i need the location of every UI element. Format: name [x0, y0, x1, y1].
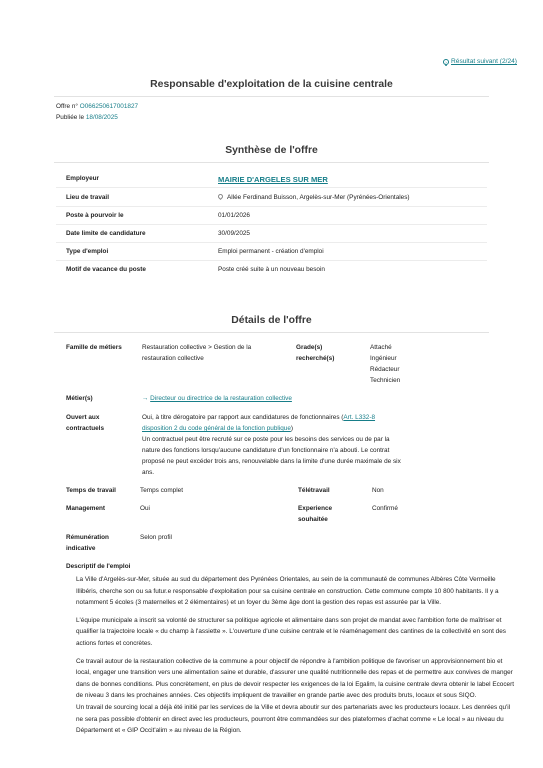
ouvert-line-1: Oui, à titre dérogatoire par rapport aux candidatures de fonctionnaires (Art. L332-8 — [142, 414, 376, 421]
remuneration-label-1: Rémunération — [66, 534, 109, 541]
grade-item: Technicien — [370, 377, 401, 384]
legal-article-link[interactable]: Art. L332-8 — [343, 414, 376, 421]
synthese-title: Synthèse de l'offre — [225, 145, 318, 156]
offer-number-line: Offre n° O066250617001827 — [56, 103, 139, 110]
grade-item: Ingénieur — [370, 355, 397, 362]
divider — [54, 332, 489, 333]
divider — [54, 162, 489, 163]
famille-value-2: restauration collective — [142, 355, 204, 362]
temps-value: Temps complet — [140, 487, 183, 494]
remuneration-value: Selon profil — [140, 534, 172, 541]
arrow-right-icon: → — [142, 395, 149, 402]
page-title: Responsable d'exploitation de la cuisine centrale — [150, 79, 393, 90]
grade-item: Attaché — [370, 344, 392, 351]
description-paragraph: Ce travail autour de la restauration collective de la commune a pour objectif de répondre à l'ambition politique de favoriser un approvisionnement bio et local, engager une transition vers une alimentation saine et durable, d'assurer une qualité nutritionnelle des repas et de permettre aux convives de manger dans de bonnes conditions. Plus concrètement, en plus de devoir respecter les exigences de la loi Egalim, la cuisine centrale devra obtenir le label Ecocert de niveau 3 dans les prochaines années. Ces objectifs impliquent de travailler en grande partie avec des produits bruts, locaux et sous SIQO. — [76, 657, 515, 700]
synthese-row-vacancy-reason: Motif de vacance du poste Poste créé suite à un nouveau besoin — [66, 266, 325, 273]
ouvert-label-1: Ouvert aux — [66, 414, 100, 421]
grade-item: Rédacteur — [370, 366, 400, 373]
next-result-link[interactable] — [443, 57, 517, 67]
description-paragraph: L'équipe municipale a inscrit sa volonté de structurer sa politique agricole et alimentaire dans son projet de mandat avec l'ambition forte de maîtriser et qualifier la trajectoire locale « du champ à l'assiette ». L'ouverture d'une cuisine centrale et le réaménagement des cantines de la collectivité en sont des actions fortes et concrètes. — [76, 616, 506, 647]
management-value: Oui — [140, 505, 150, 512]
legal-code-link[interactable]: disposition 2 du code général de la fonction publique — [142, 425, 291, 432]
published-date: 18/08/2025 — [85, 114, 118, 121]
famille-value-1: Restauration collective > Gestion de la — [142, 344, 252, 351]
descriptif-label: Descriptif de l'emploi — [66, 563, 131, 570]
synthese-row-deadline: Date limite de candidature 30/09/2025 — [56, 225, 487, 243]
management-label: Management — [66, 505, 106, 512]
remuneration-label-2: indicative — [66, 545, 96, 552]
grade-label-1: Grade(s) — [296, 344, 323, 351]
next-result-label: Résultat suivant (2/24) — [451, 58, 517, 65]
job-description — [76, 574, 515, 743]
ouvert-line-2: disposition 2 du code général de la fonction publique) — [142, 425, 294, 432]
teletravail-label: Télétravail — [298, 487, 330, 494]
details-title: Détails de l'offre — [231, 315, 312, 326]
metier-label: Métier(s) — [66, 395, 93, 402]
temps-label: Temps de travail — [66, 487, 116, 494]
ouvert-line-6: ans. — [142, 469, 155, 476]
grade-label-2: recherché(s) — [296, 355, 335, 362]
location-pin-icon — [217, 193, 224, 200]
metier-link[interactable]: → Directeur ou directrice de la restauration collective — [142, 395, 292, 402]
ouvert-line-3: Un contractuel peut être recruté sur ce poste pour les besoins des services ou de par la — [142, 436, 390, 443]
synthese-row-job-type: Type d'emploi Emploi permanent - création d'emploi — [56, 243, 487, 261]
synthese-row-start-date: Poste à pourvoir le 01/01/2026 — [56, 207, 487, 225]
experience-label-2: souhaitée — [298, 516, 328, 523]
ouvert-line-4: nature des fonctions lorsqu'aucune candidature d'un fonctionnaire n'a abouti. Le contrat — [142, 447, 390, 454]
offer-number: O066250617001827 — [79, 103, 139, 110]
ouvert-label-2: contractuels — [66, 425, 105, 432]
synthese-row-location: Lieu de travail Allée Ferdinand Buisson, Argelès-sur-Mer (Pyrénées-Orientales) — [56, 189, 487, 207]
ouvert-line-5: proposé ne peut excéder trois ans, renouvelable dans la limite d'une durée maximale de six — [142, 458, 401, 465]
description-paragraph: La Ville d'Argelès-sur-Mer, située au sud du département des Pyrénées Orientales, au sein de la communauté de communes Albères Côte Vermeille Illibéris, cherche son ou sa futur.e responsable d'exploitation pour sa cuisine centrale en construction. Cette commune compte 10 800 habitants. Il y a notamment 5 écoles (3 maternelles et 2 élémentaires) et un foyer du 3ème âge dont la gestion des repas est assurée par la Ville. — [76, 576, 499, 607]
published-line: Publiée le 18/08/2025 — [56, 114, 118, 121]
experience-label-1: Experience — [298, 505, 333, 512]
divider — [54, 96, 489, 97]
teletravail-value: Non — [372, 487, 384, 494]
description-paragraph: Un travail de sourcing local a déjà été initié par les services de la Ville et devra aboutir sur des partenariats avec les producteurs locaux. Les denrées qu'il ne sera pas possible d'obtenir en direct avec les producteurs, pourront être commandées sur des plateformes d'achat comme « Le local » au niveau du Département et « GIP Occit'alim » au niveau de la Région. — [76, 703, 511, 735]
synthese-row-employer: Employeur MAIRIE D'ARGELES SUR MER — [56, 170, 487, 188]
experience-value: Confirmé — [372, 505, 398, 512]
famille-label: Famille de métiers — [66, 344, 122, 351]
arrow-circle-icon: › — [443, 59, 449, 65]
employer-link[interactable]: MAIRIE D'ARGELES SUR MER — [218, 175, 328, 184]
